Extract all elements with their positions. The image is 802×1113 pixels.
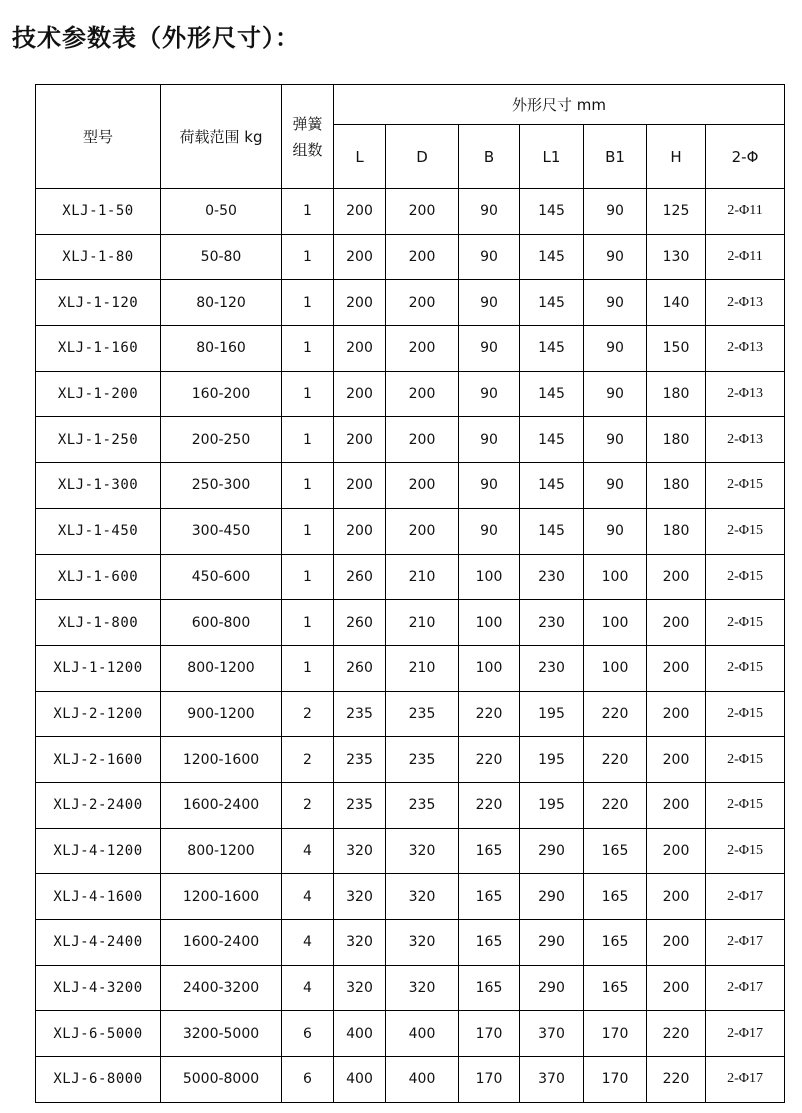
cell-spring-groups: 6 [282,1011,334,1057]
cell-load-range: 200-250 [161,417,282,463]
cell-dim-b: 100 [459,554,520,600]
cell-dim-h: 200 [647,828,706,874]
cell-dim-d: 200 [386,371,459,417]
cell-spring-groups: 2 [282,691,334,737]
cell-holes: 2-Φ15 [706,600,785,646]
table-row [36,417,785,463]
cell-spring-groups: 1 [282,280,334,326]
cell-spring-groups: 2 [282,782,334,828]
header-dim-b1: B1 [584,125,647,189]
cell-dim-b: 170 [459,1057,520,1103]
table-row [36,554,785,600]
cell-spring-groups: 1 [282,508,334,554]
cell-dim-d: 200 [386,280,459,326]
header-spring-groups [282,85,334,189]
cell-dim-l: 400 [334,1057,386,1103]
cell-dim-b: 100 [459,600,520,646]
cell-spring-groups: 4 [282,920,334,966]
cell-dim-l1: 290 [520,874,584,920]
cell-dim-h: 180 [647,417,706,463]
cell-dim-b: 90 [459,189,520,235]
cell-dim-b1: 90 [584,234,647,280]
cell-dim-l1: 145 [520,371,584,417]
cell-dim-l1: 145 [520,280,584,326]
cell-load-range: 450-600 [161,554,282,600]
cell-holes: 2-Φ15 [706,691,785,737]
cell-dim-b1: 170 [584,1057,647,1103]
cell-model: XLJ-1-800 [36,600,161,646]
cell-load-range: 250-300 [161,463,282,509]
table-row [36,828,785,874]
cell-model: XLJ-1-1200 [36,645,161,691]
cell-dim-h: 200 [647,782,706,828]
cell-dim-l1: 195 [520,782,584,828]
header-dim-d: D [386,125,459,189]
cell-holes: 2-Φ15 [706,463,785,509]
cell-dim-b: 90 [459,508,520,554]
cell-spring-groups: 1 [282,326,334,372]
table-row [36,280,785,326]
table-row [36,189,785,235]
cell-dim-d: 210 [386,600,459,646]
cell-dim-h: 140 [647,280,706,326]
cell-dim-l: 200 [334,463,386,509]
cell-model: XLJ-4-3200 [36,965,161,1011]
cell-dim-l: 200 [334,417,386,463]
cell-load-range: 900-1200 [161,691,282,737]
table-row [36,874,785,920]
cell-dim-b: 90 [459,417,520,463]
cell-dim-d: 200 [386,326,459,372]
cell-dim-l1: 290 [520,828,584,874]
cell-holes: 2-Φ15 [706,828,785,874]
cell-dim-l1: 195 [520,691,584,737]
cell-load-range: 800-1200 [161,828,282,874]
cell-dim-h: 200 [647,554,706,600]
cell-load-range: 5000-8000 [161,1057,282,1103]
spec-table [35,84,785,1103]
cell-dim-b: 170 [459,1011,520,1057]
cell-dim-d: 400 [386,1057,459,1103]
cell-dim-l: 200 [334,508,386,554]
cell-holes: 2-Φ17 [706,1011,785,1057]
cell-dim-b1: 90 [584,326,647,372]
cell-model: XLJ-2-2400 [36,782,161,828]
cell-dim-l1: 290 [520,965,584,1011]
cell-dim-b1: 220 [584,691,647,737]
cell-dim-b1: 165 [584,965,647,1011]
cell-dim-b1: 165 [584,874,647,920]
cell-load-range: 0-50 [161,189,282,235]
cell-dim-b: 165 [459,965,520,1011]
cell-spring-groups: 1 [282,463,334,509]
cell-dim-h: 150 [647,326,706,372]
header-model: 型号 [36,85,161,189]
table-row [36,782,785,828]
cell-dim-l: 260 [334,645,386,691]
table-row [36,326,785,372]
cell-dim-l: 200 [334,189,386,235]
table-row [36,1011,785,1057]
cell-model: XLJ-1-200 [36,371,161,417]
cell-holes: 2-Φ15 [706,508,785,554]
cell-dim-b1: 90 [584,508,647,554]
cell-dim-b: 165 [459,874,520,920]
cell-spring-groups: 1 [282,600,334,646]
cell-dim-d: 200 [386,189,459,235]
cell-spring-groups: 4 [282,874,334,920]
cell-dim-l: 320 [334,965,386,1011]
cell-model: XLJ-1-50 [36,189,161,235]
cell-dim-b: 220 [459,782,520,828]
cell-dim-b1: 100 [584,600,647,646]
cell-load-range: 80-160 [161,326,282,372]
cell-spring-groups: 1 [282,645,334,691]
cell-dim-b: 220 [459,737,520,783]
cell-holes: 2-Φ15 [706,554,785,600]
cell-dim-h: 200 [647,874,706,920]
table-row [36,737,785,783]
cell-dim-b: 100 [459,645,520,691]
cell-dim-b1: 90 [584,463,647,509]
header-dimensions-group: 外形尺寸 mm [334,85,785,125]
cell-model: XLJ-6-5000 [36,1011,161,1057]
cell-model: XLJ-1-600 [36,554,161,600]
cell-holes: 2-Φ11 [706,234,785,280]
cell-spring-groups: 1 [282,417,334,463]
cell-model: XLJ-2-1200 [36,691,161,737]
table-row [36,600,785,646]
cell-dim-l1: 370 [520,1011,584,1057]
table-row [36,645,785,691]
table-row [36,965,785,1011]
table-row [36,920,785,966]
cell-dim-h: 180 [647,371,706,417]
cell-dim-d: 200 [386,417,459,463]
cell-dim-d: 235 [386,737,459,783]
cell-holes: 2-Φ17 [706,965,785,1011]
cell-dim-l: 235 [334,737,386,783]
cell-dim-d: 400 [386,1011,459,1057]
cell-dim-d: 320 [386,965,459,1011]
cell-dim-d: 320 [386,828,459,874]
cell-spring-groups: 1 [282,234,334,280]
cell-dim-h: 200 [647,965,706,1011]
table-row [36,371,785,417]
cell-model: XLJ-2-1600 [36,737,161,783]
cell-load-range: 1600-2400 [161,782,282,828]
cell-spring-groups: 2 [282,737,334,783]
cell-dim-h: 130 [647,234,706,280]
cell-spring-groups: 1 [282,371,334,417]
cell-dim-b1: 90 [584,417,647,463]
cell-dim-l1: 145 [520,189,584,235]
cell-dim-b: 90 [459,326,520,372]
cell-dim-b: 165 [459,828,520,874]
cell-dim-b1: 100 [584,645,647,691]
table-row [36,1057,785,1103]
cell-dim-l1: 195 [520,737,584,783]
cell-dim-b: 220 [459,691,520,737]
cell-spring-groups: 1 [282,554,334,600]
cell-dim-h: 200 [647,691,706,737]
cell-dim-l: 320 [334,828,386,874]
cell-model: XLJ-1-450 [36,508,161,554]
cell-spring-groups: 1 [282,189,334,235]
cell-load-range: 1600-2400 [161,920,282,966]
header-dim-b: B [459,125,520,189]
cell-dim-b: 90 [459,371,520,417]
cell-dim-h: 200 [647,600,706,646]
cell-dim-l: 320 [334,920,386,966]
cell-holes: 2-Φ13 [706,280,785,326]
header-spring-groups-line2: 组数 [292,140,323,159]
header-spring-groups-line1: 弹簧 [292,114,323,133]
cell-load-range: 160-200 [161,371,282,417]
cell-dim-l1: 230 [520,554,584,600]
cell-dim-b: 90 [459,463,520,509]
cell-holes: 2-Φ15 [706,737,785,783]
cell-dim-b1: 170 [584,1011,647,1057]
cell-dim-b1: 90 [584,189,647,235]
cell-dim-h: 180 [647,463,706,509]
header-load-range: 荷载范围 kg [161,85,282,189]
cell-dim-l: 200 [334,234,386,280]
cell-holes: 2-Φ15 [706,645,785,691]
cell-dim-l1: 145 [520,417,584,463]
cell-load-range: 1200-1600 [161,874,282,920]
cell-dim-l1: 145 [520,234,584,280]
cell-dim-l: 320 [334,874,386,920]
cell-model: XLJ-1-300 [36,463,161,509]
cell-holes: 2-Φ13 [706,417,785,463]
cell-dim-b: 165 [459,920,520,966]
cell-dim-d: 200 [386,508,459,554]
cell-dim-h: 220 [647,1057,706,1103]
cell-dim-l1: 230 [520,600,584,646]
cell-dim-h: 200 [647,737,706,783]
cell-holes: 2-Φ11 [706,189,785,235]
cell-dim-b1: 90 [584,280,647,326]
cell-dim-b1: 165 [584,828,647,874]
cell-dim-l: 260 [334,600,386,646]
cell-holes: 2-Φ13 [706,371,785,417]
cell-dim-b1: 220 [584,782,647,828]
cell-dim-h: 180 [647,508,706,554]
cell-dim-d: 200 [386,463,459,509]
cell-dim-d: 320 [386,874,459,920]
cell-model: XLJ-6-8000 [36,1057,161,1103]
cell-model: XLJ-4-2400 [36,920,161,966]
cell-holes: 2-Φ17 [706,920,785,966]
cell-dim-h: 220 [647,1011,706,1057]
cell-dim-l: 200 [334,326,386,372]
header-dim-l: L [334,125,386,189]
header-dim-l1: L1 [520,125,584,189]
cell-model: XLJ-1-160 [36,326,161,372]
cell-model: XLJ-1-250 [36,417,161,463]
cell-model: XLJ-4-1200 [36,828,161,874]
cell-dim-d: 210 [386,554,459,600]
cell-dim-h: 200 [647,920,706,966]
table-row [36,691,785,737]
cell-load-range: 800-1200 [161,645,282,691]
header-dim-h: H [647,125,706,189]
cell-model: XLJ-1-120 [36,280,161,326]
cell-model: XLJ-4-1600 [36,874,161,920]
table-body [36,189,785,1103]
cell-dim-l1: 370 [520,1057,584,1103]
cell-holes: 2-Φ17 [706,874,785,920]
cell-dim-l1: 145 [520,463,584,509]
cell-dim-b: 90 [459,280,520,326]
cell-dim-b1: 220 [584,737,647,783]
cell-load-range: 600-800 [161,600,282,646]
cell-spring-groups: 6 [282,1057,334,1103]
cell-dim-l: 400 [334,1011,386,1057]
cell-dim-l: 200 [334,280,386,326]
cell-dim-h: 200 [647,645,706,691]
cell-dim-l1: 145 [520,326,584,372]
cell-load-range: 80-120 [161,280,282,326]
cell-load-range: 300-450 [161,508,282,554]
page-title: 技术参数表（外形尺寸）： [12,24,300,52]
cell-holes: 2-Φ13 [706,326,785,372]
cell-spring-groups: 4 [282,828,334,874]
cell-spring-groups: 4 [282,965,334,1011]
cell-dim-b: 90 [459,234,520,280]
cell-load-range: 1200-1600 [161,737,282,783]
cell-dim-l1: 290 [520,920,584,966]
cell-dim-l: 235 [334,782,386,828]
table-row [36,508,785,554]
cell-dim-d: 320 [386,920,459,966]
cell-dim-d: 210 [386,645,459,691]
header-dim-holes: 2-Φ [706,125,785,189]
cell-model: XLJ-1-80 [36,234,161,280]
cell-dim-l1: 230 [520,645,584,691]
cell-dim-l: 200 [334,371,386,417]
cell-dim-d: 200 [386,234,459,280]
cell-dim-h: 125 [647,189,706,235]
cell-dim-d: 235 [386,782,459,828]
table-row [36,234,785,280]
cell-holes: 2-Φ15 [706,782,785,828]
table-row [36,463,785,509]
cell-dim-b1: 100 [584,554,647,600]
table-header [36,85,785,189]
cell-dim-b1: 165 [584,920,647,966]
cell-dim-l: 235 [334,691,386,737]
cell-load-range: 3200-5000 [161,1011,282,1057]
cell-dim-l1: 145 [520,508,584,554]
cell-dim-b1: 90 [584,371,647,417]
cell-holes: 2-Φ17 [706,1057,785,1103]
cell-dim-d: 235 [386,691,459,737]
cell-load-range: 2400-3200 [161,965,282,1011]
cell-dim-l: 260 [334,554,386,600]
cell-load-range: 50-80 [161,234,282,280]
